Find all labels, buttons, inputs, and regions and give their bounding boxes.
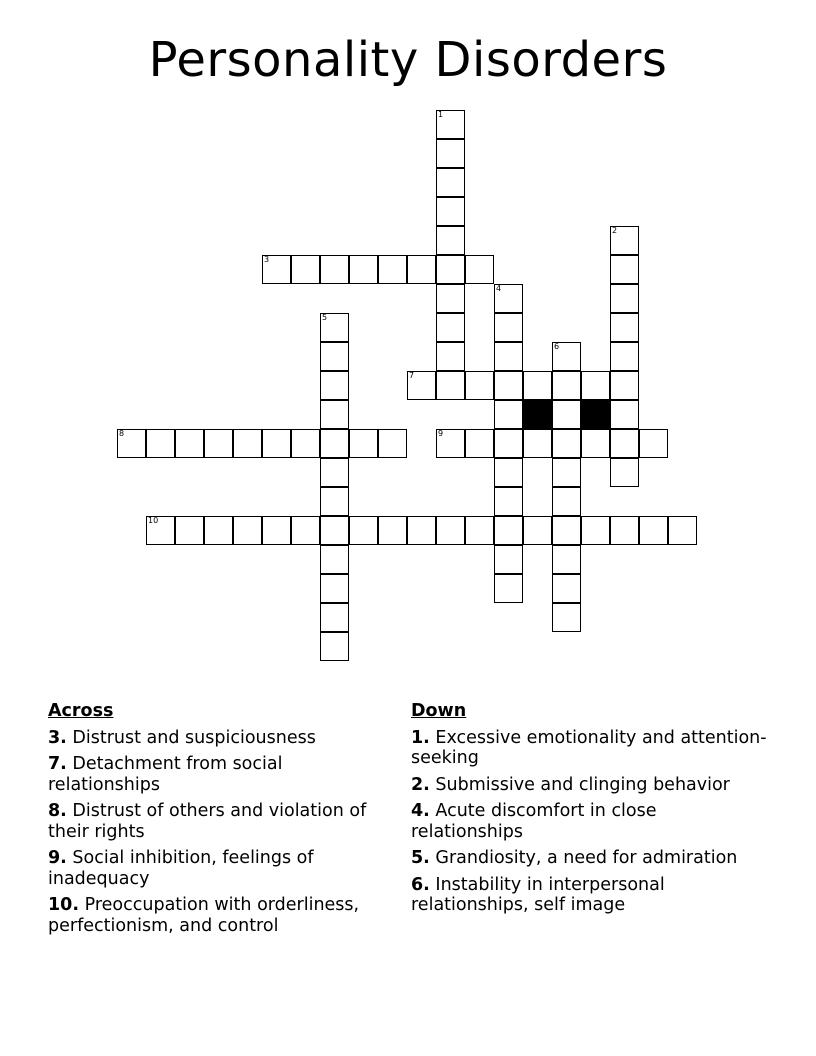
grid-cell[interactable] bbox=[552, 545, 581, 574]
clue-text: Preoccupation with orderliness, perfectionism, and control bbox=[48, 895, 360, 936]
clue-across-8 bbox=[48, 801, 398, 842]
grid-cell[interactable] bbox=[146, 429, 175, 458]
down-heading: Down bbox=[411, 701, 467, 721]
clue-down-2 bbox=[411, 775, 771, 796]
grid-cell[interactable] bbox=[465, 371, 494, 400]
grid-cell[interactable] bbox=[436, 342, 465, 371]
grid-cell[interactable] bbox=[494, 371, 523, 400]
grid-cell[interactable] bbox=[378, 429, 407, 458]
grid-cell[interactable] bbox=[320, 400, 349, 429]
clue-across-10 bbox=[48, 895, 398, 936]
grid-cell[interactable] bbox=[320, 603, 349, 632]
grid-cell[interactable] bbox=[349, 429, 378, 458]
grid-cell[interactable] bbox=[668, 516, 697, 545]
grid-cell[interactable] bbox=[494, 400, 523, 429]
grid-cell[interactable] bbox=[320, 255, 349, 284]
grid-cell[interactable] bbox=[175, 429, 204, 458]
clue-number: 3. bbox=[48, 727, 67, 748]
grid-cell[interactable] bbox=[523, 516, 552, 545]
grid-cell[interactable] bbox=[349, 255, 378, 284]
grid-cell[interactable] bbox=[552, 487, 581, 516]
cell-number: 4 bbox=[496, 284, 502, 293]
clue-down-1 bbox=[411, 728, 771, 769]
grid-cell[interactable] bbox=[436, 255, 465, 284]
grid-cell[interactable] bbox=[378, 255, 407, 284]
grid-cell[interactable] bbox=[436, 284, 465, 313]
clue-number: 2. bbox=[411, 774, 430, 795]
grid-cell[interactable] bbox=[320, 487, 349, 516]
cell-number: 2 bbox=[612, 226, 618, 235]
cell-number: 5 bbox=[322, 313, 328, 322]
grid-cell[interactable] bbox=[436, 139, 465, 168]
cell-number: 3 bbox=[264, 255, 270, 264]
grid-cell[interactable] bbox=[552, 400, 581, 429]
grid-cell[interactable] bbox=[262, 516, 291, 545]
clue-number: 7. bbox=[48, 754, 67, 774]
across-heading: Across bbox=[48, 701, 114, 721]
grid-cell[interactable] bbox=[494, 458, 523, 487]
grid-cell[interactable] bbox=[610, 400, 639, 429]
clue-number: 5. bbox=[411, 848, 430, 868]
clue-number: 6. bbox=[411, 874, 430, 895]
grid-cell[interactable] bbox=[465, 255, 494, 284]
grid-cell[interactable] bbox=[320, 632, 349, 661]
grid-cell[interactable] bbox=[204, 516, 233, 545]
down-clues bbox=[411, 701, 771, 922]
grid-cell[interactable] bbox=[552, 458, 581, 487]
grid-cell[interactable] bbox=[494, 487, 523, 516]
grid-cell[interactable] bbox=[175, 516, 204, 545]
grid-cell[interactable] bbox=[610, 342, 639, 371]
grid-cell[interactable] bbox=[552, 603, 581, 632]
cell-number: 1 bbox=[438, 110, 444, 119]
grid-cell[interactable] bbox=[552, 371, 581, 400]
grid-cell[interactable] bbox=[320, 545, 349, 574]
grid-cell[interactable] bbox=[581, 516, 610, 545]
clue-text: Acute discomfort in close relationships bbox=[411, 801, 657, 842]
clue-text: Distrust of others and violation of their rights bbox=[48, 801, 367, 842]
grid-cell[interactable] bbox=[494, 284, 523, 313]
clue-text: Distrust and suspiciousness bbox=[72, 727, 316, 748]
grid-cell[interactable] bbox=[639, 516, 668, 545]
grid-cell[interactable] bbox=[581, 371, 610, 400]
grid-cell[interactable] bbox=[610, 371, 639, 400]
clue-text: Grandiosity, a need for admiration bbox=[435, 848, 738, 868]
clue-down-4 bbox=[411, 801, 771, 842]
grid-cell[interactable] bbox=[204, 429, 233, 458]
grid-cell[interactable] bbox=[262, 255, 291, 284]
grid-cell[interactable] bbox=[436, 168, 465, 197]
grid-cell[interactable] bbox=[639, 429, 668, 458]
grid-cell[interactable] bbox=[494, 313, 523, 342]
clue-across-3 bbox=[48, 728, 398, 749]
grid-cell[interactable] bbox=[552, 429, 581, 458]
clue-number: 10. bbox=[48, 895, 80, 915]
grid-cell[interactable] bbox=[523, 371, 552, 400]
grid-cell[interactable] bbox=[291, 429, 320, 458]
black-cell bbox=[523, 400, 552, 429]
across-clues bbox=[48, 701, 398, 942]
grid-cell[interactable] bbox=[436, 313, 465, 342]
grid-cell[interactable] bbox=[610, 284, 639, 313]
grid-cell[interactable] bbox=[552, 516, 581, 545]
grid-cell[interactable] bbox=[407, 371, 436, 400]
clue-down-5 bbox=[411, 848, 771, 869]
cell-number: 9 bbox=[438, 429, 444, 438]
clue-text: Social inhibition, feelings of inadequacy bbox=[48, 848, 314, 889]
clue-down-6 bbox=[411, 875, 771, 916]
cell-number: 8 bbox=[119, 429, 125, 438]
grid-cell[interactable] bbox=[320, 429, 349, 458]
grid-cell[interactable] bbox=[610, 255, 639, 284]
cell-number: 6 bbox=[554, 342, 560, 351]
grid-cell[interactable] bbox=[233, 516, 262, 545]
grid-cell[interactable] bbox=[436, 110, 465, 139]
grid-cell[interactable] bbox=[610, 313, 639, 342]
grid-cell[interactable] bbox=[320, 342, 349, 371]
grid-cell[interactable] bbox=[494, 574, 523, 603]
clue-text: Instability in interpersonal relationships, self image bbox=[411, 874, 665, 915]
grid-cell[interactable] bbox=[262, 429, 291, 458]
clue-number: 8. bbox=[48, 801, 67, 821]
grid-cell[interactable] bbox=[523, 429, 552, 458]
clue-text: Submissive and clinging behavior bbox=[435, 774, 730, 795]
grid-cell[interactable] bbox=[436, 226, 465, 255]
clue-number: 4. bbox=[411, 801, 430, 821]
grid-cell[interactable] bbox=[465, 516, 494, 545]
grid-cell[interactable] bbox=[436, 371, 465, 400]
cell-number: 7 bbox=[409, 371, 415, 380]
grid-cell[interactable] bbox=[320, 458, 349, 487]
cell-number: 10 bbox=[148, 516, 159, 525]
grid-cell[interactable] bbox=[465, 429, 494, 458]
grid-cell[interactable] bbox=[146, 516, 175, 545]
clue-number: 1. bbox=[411, 727, 430, 748]
grid-cell[interactable] bbox=[552, 342, 581, 371]
grid-cell[interactable] bbox=[610, 429, 639, 458]
grid-cell[interactable] bbox=[494, 342, 523, 371]
grid-cell[interactable] bbox=[436, 516, 465, 545]
grid-cell[interactable] bbox=[581, 429, 610, 458]
grid-cell[interactable] bbox=[494, 429, 523, 458]
clue-across-7 bbox=[48, 754, 398, 795]
grid-cell[interactable] bbox=[233, 429, 262, 458]
grid-cell[interactable] bbox=[436, 429, 465, 458]
puzzle-title: Personality Disorders bbox=[148, 32, 668, 88]
grid-cell[interactable] bbox=[320, 574, 349, 603]
grid-cell[interactable] bbox=[291, 516, 320, 545]
grid-cell[interactable] bbox=[349, 516, 378, 545]
grid-cell[interactable] bbox=[407, 516, 436, 545]
clue-number: 9. bbox=[48, 848, 67, 868]
grid-cell[interactable] bbox=[494, 516, 523, 545]
grid-cell[interactable] bbox=[407, 255, 436, 284]
grid-cell[interactable] bbox=[117, 429, 146, 458]
grid-cell[interactable] bbox=[320, 516, 349, 545]
grid-cell[interactable] bbox=[291, 255, 320, 284]
grid-cell[interactable] bbox=[494, 545, 523, 574]
grid-cell[interactable] bbox=[320, 371, 349, 400]
clue-text: Excessive emotionality and attention-seeking bbox=[411, 727, 767, 768]
grid-cell[interactable] bbox=[610, 458, 639, 487]
grid-cell[interactable] bbox=[610, 516, 639, 545]
grid-cell[interactable] bbox=[320, 313, 349, 342]
clue-text: Detachment from social relationships bbox=[48, 754, 283, 795]
grid-cell[interactable] bbox=[378, 516, 407, 545]
grid-cell[interactable] bbox=[610, 226, 639, 255]
black-cell bbox=[581, 400, 610, 429]
clue-across-9 bbox=[48, 848, 398, 889]
grid-cell[interactable] bbox=[436, 197, 465, 226]
grid-cell[interactable] bbox=[552, 574, 581, 603]
